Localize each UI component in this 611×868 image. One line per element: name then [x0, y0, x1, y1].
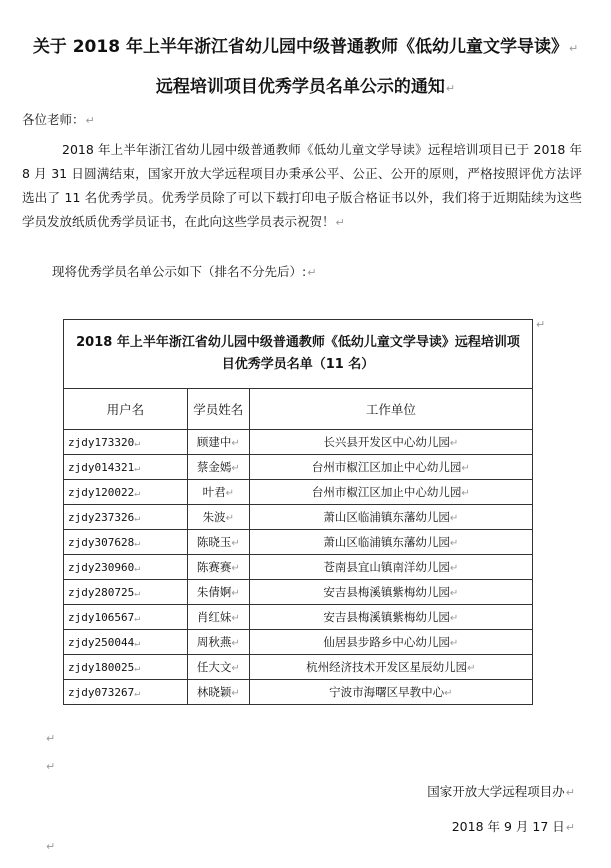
cell-name: 叶君↵	[187, 480, 249, 505]
cell-username: zjdy180025↵	[64, 655, 188, 680]
cell-name: 陈赛赛↵	[187, 555, 249, 580]
table-row	[64, 505, 533, 530]
cell-username: zjdy014321↵	[64, 455, 188, 480]
table-row	[64, 530, 533, 555]
paragraph-mark: ↵	[46, 760, 56, 773]
cell-username: zjdy073267↵	[64, 680, 188, 705]
body-paragraph: 2018 年上半年浙江省幼儿园中级普通教师《低幼儿童文学导读》远程培训项目已于 2018 年 8 月 31 日圆满结束，国家开放大学远程项目办秉承公平、公正、公开的原则，严格按照评优方法评选出了 11 名优秀学员。优秀学员除了可以下载打印电子版合格证书以外，我们将于近期陆续为这些学员发放纸质优秀学员证书，在此向这些学员表示祝贺！↵	[22, 142, 582, 229]
cell-workplace: 台州市椒江区加止中心幼儿园↵	[249, 480, 532, 505]
table-row	[64, 655, 533, 680]
table-row	[64, 680, 533, 705]
cell-workplace: 宁波市海曙区早教中心↵	[249, 680, 532, 705]
table-row	[64, 605, 533, 630]
cell-username: zjdy237326↵	[64, 505, 188, 530]
cell-username: zjdy280725↵	[64, 580, 188, 605]
cell-name: 朱倩婀↵	[187, 580, 249, 605]
cell-username: zjdy230960↵	[64, 555, 188, 580]
paragraph-mark: ↵	[46, 732, 56, 745]
table-row	[64, 480, 533, 505]
cell-name: 周秋燕↵	[187, 630, 249, 655]
paragraph-mark: ↵	[46, 840, 56, 853]
cell-end-mark: ↵	[536, 318, 546, 331]
cell-workplace: 杭州经济技术开发区星辰幼儿园↵	[249, 655, 532, 680]
header-username: 用户名	[64, 389, 188, 430]
cell-name: 林晓颖↵	[187, 680, 249, 705]
cell-username: zjdy307628↵	[64, 530, 188, 555]
cell-username: zjdy250044↵	[64, 630, 188, 655]
title-line-1: 关于 2018 年上半年浙江省幼儿园中级普通教师《低幼儿童文学导读》↵	[32, 37, 579, 57]
cell-workplace: 长兴县开发区中心幼儿园↵	[249, 430, 532, 455]
honor-list-table	[63, 319, 533, 705]
cell-username: zjdy173320↵	[64, 430, 188, 455]
cell-workplace: 萧山区临浦镇东藩幼儿园↵	[249, 505, 532, 530]
table-row	[64, 455, 533, 480]
cell-workplace: 安吉县梅溪镇紫梅幼儿园↵	[249, 580, 532, 605]
table-row	[64, 580, 533, 605]
table-row	[64, 630, 533, 655]
cell-username: zjdy120022↵	[64, 480, 188, 505]
cell-name: 顾建中↵	[187, 430, 249, 455]
cell-name: 蔡金嫣↵	[187, 455, 249, 480]
cell-workplace: 萧山区临浦镇东藩幼儿园↵	[249, 530, 532, 555]
table-caption: 2018 年上半年浙江省幼儿园中级普通教师《低幼儿童文学导读》远程培训项目优秀学员名单（11 名）	[64, 320, 533, 389]
cell-name: 朱波↵	[187, 505, 249, 530]
cell-workplace: 台州市椒江区加止中心幼儿园↵	[249, 455, 532, 480]
issue-date: 2018 年 9 月 17 日↵	[451, 819, 575, 834]
cell-name: 肖红妹↵	[187, 605, 249, 630]
issuer-org: 国家开放大学远程项目办↵	[427, 784, 575, 799]
cell-name: 任大文↵	[187, 655, 249, 680]
header-name: 学员姓名	[187, 389, 249, 430]
table-header-row	[64, 389, 533, 430]
cell-name: 陈晓玉↵	[187, 530, 249, 555]
title-line-2: 远程培训项目优秀学员名单公示的通知↵	[155, 77, 456, 97]
cell-workplace: 仙居县步路乡中心幼儿园↵	[249, 630, 532, 655]
list-intro: 现将优秀学员名单公示如下（排名不分先后）:↵	[52, 264, 317, 279]
cell-username: zjdy106567↵	[64, 605, 188, 630]
table-row	[64, 555, 533, 580]
cell-workplace: 安吉县梅溪镇紫梅幼儿园↵	[249, 605, 532, 630]
cell-workplace: 苍南县宜山镇南洋幼儿园↵	[249, 555, 532, 580]
table-row	[64, 430, 533, 455]
greeting: 各位老师：↵	[22, 112, 95, 127]
header-workplace: 工作单位	[249, 389, 532, 430]
